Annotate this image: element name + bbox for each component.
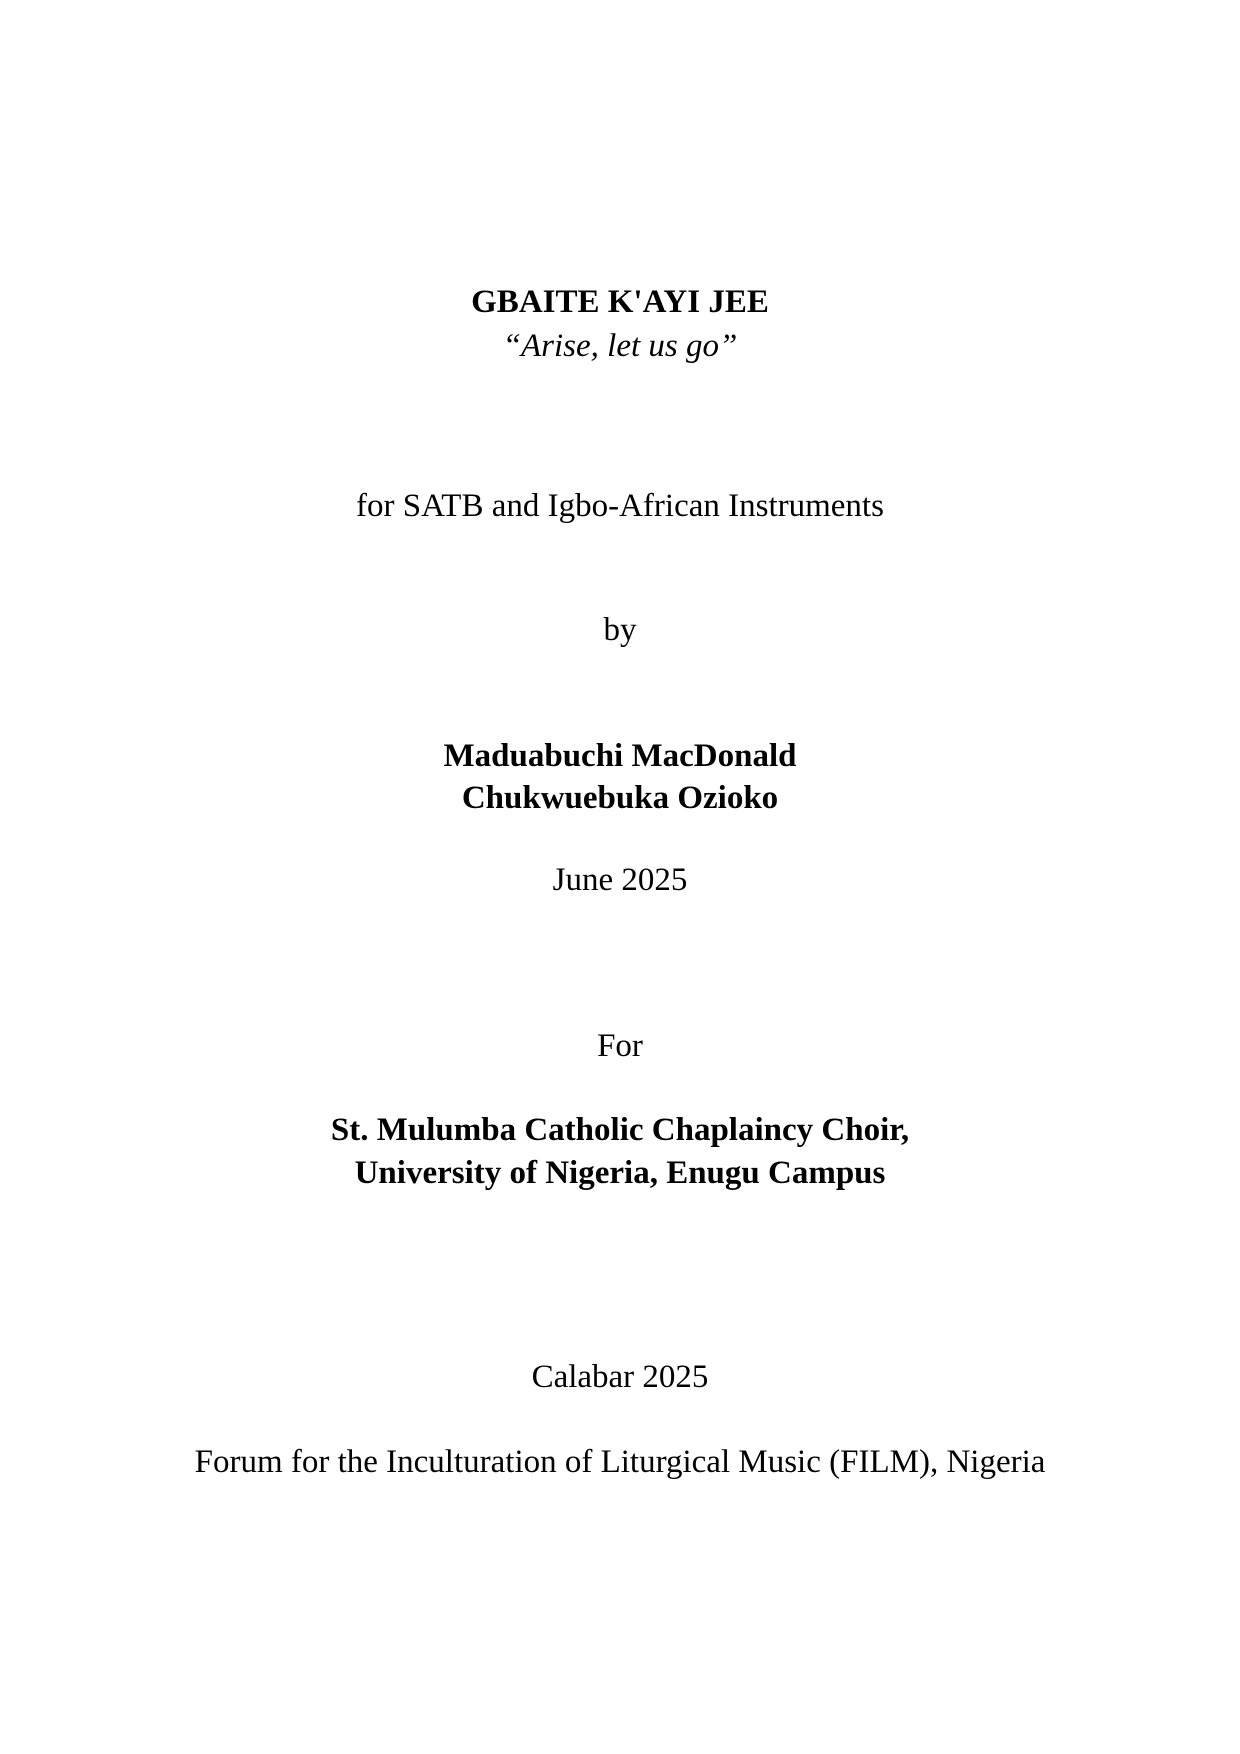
publisher-line: Forum for the Inculturation of Liturgical Music (FILM), Nigeria — [194, 1444, 1046, 1480]
composition-date: June 2025 — [552, 862, 688, 898]
place-year: Calabar 2025 — [531, 1359, 709, 1395]
scoring-line: for SATB and Igbo-African Instruments — [356, 488, 884, 524]
author-name-line-1: Maduabuchi MacDonald — [443, 738, 797, 774]
for-label: For — [597, 1028, 643, 1064]
dedication-line-2: University of Nigeria, Enugu Campus — [354, 1155, 886, 1191]
work-title: GBAITE K'AYI JEE — [471, 284, 769, 320]
work-subtitle-translation: “Arise, let us go” — [502, 328, 738, 364]
dedication-line-1: St. Mulumba Catholic Chaplaincy Choir, — [330, 1112, 910, 1148]
author-name-line-2: Chukwuebuka Ozioko — [461, 780, 779, 816]
by-label: by — [603, 612, 637, 648]
